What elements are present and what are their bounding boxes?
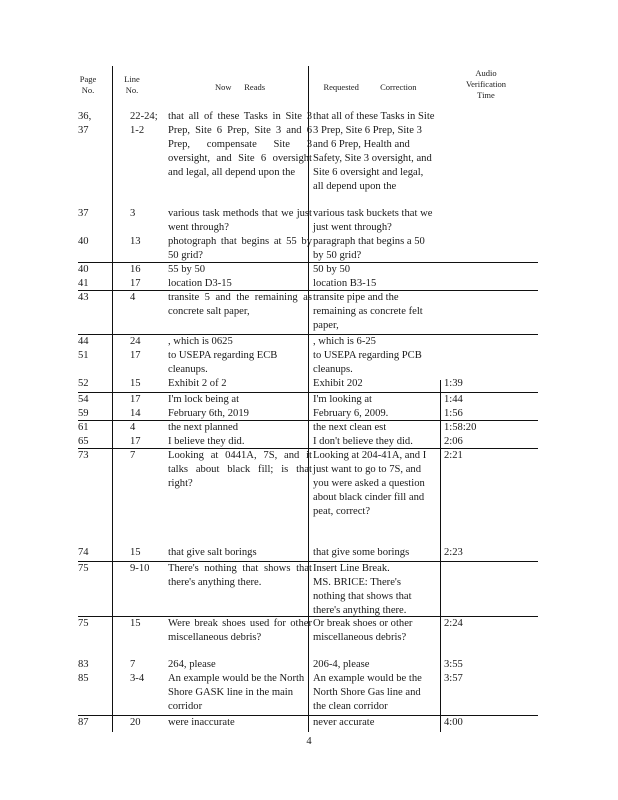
cell-audio-time: 1:39 <box>444 378 463 389</box>
cell-audio-time: 2:24 <box>444 618 463 629</box>
cell-line: 17 14 <box>130 394 141 419</box>
cell-page: 61 65 <box>78 422 89 447</box>
cell-now-reads: Exhibit 2 of 2 <box>168 378 227 389</box>
cell-now-reads: There's nothing that shows that there's anything there. <box>168 563 312 588</box>
cell-line: 15 <box>130 618 141 629</box>
cell-now-reads: Looking at 0441A, 7S, and it talks about black fill; is that right? <box>168 450 312 489</box>
cell-page: 40 <box>78 236 89 247</box>
cell-now-reads: various task methods that we just went through? <box>168 208 312 233</box>
header-now-reads: Now Reads <box>214 82 266 92</box>
cell-requested-correction: various task buckets that we just went through? <box>313 208 433 233</box>
cell-audio-time: 1:58:20 2:06 <box>444 422 477 447</box>
cell-line: 16 17 <box>130 264 141 289</box>
cell-line: 7 <box>130 450 136 461</box>
cell-page: 73 <box>78 450 89 461</box>
cell-now-reads: 55 by 50 location D3-15 <box>168 264 232 289</box>
cell-page: 87 <box>78 717 89 728</box>
cell-now-reads: that give salt borings <box>168 547 257 558</box>
cell-line: 22-24; 1-2 <box>130 111 158 136</box>
cell-page: 37 <box>78 208 89 219</box>
cell-now-reads: transite 5 and the remaining as concrete salt paper, <box>168 292 312 317</box>
cell-requested-correction: 206-4, please An example would be the North Shore Gas line and the clean corridor <box>313 659 422 712</box>
cell-requested-correction: that give some borings <box>313 547 410 558</box>
cell-now-reads: were inaccurate <box>168 717 235 728</box>
cell-now-reads: that all of these Tasks in Site 3 Prep, Site 6 Prep, Site 3 and 6 Prep, compensate Site 3 oversight, and Site 6 oversight and legal, all depend upon the <box>168 111 312 178</box>
cell-requested-correction: never accurate <box>313 717 375 728</box>
cell-audio-time: 2:23 <box>444 547 463 558</box>
cell-requested-correction: 50 by 50 location B3-15 <box>313 264 377 289</box>
cell-page: 36, 37 <box>78 111 92 136</box>
cell-audio-time: 3:55 3:57 <box>444 659 463 684</box>
cell-page: 40 41 <box>78 264 89 289</box>
cell-line: 7 3-4 <box>130 659 145 684</box>
cell-requested-correction: , which is 6-25 to USEPA regarding PCB cleanups. <box>313 336 422 375</box>
cell-now-reads: , which is 0625 to USEPA regarding ECB cleanups. <box>168 336 278 375</box>
cell-page: 75 <box>78 563 89 574</box>
cell-audio-time: 4:00 <box>444 717 463 728</box>
cell-line: 15 <box>130 547 141 558</box>
cell-now-reads: the next planned I believe they did. <box>168 422 245 447</box>
cell-page: 43 <box>78 292 89 303</box>
header-line-no: Line No. <box>124 74 140 95</box>
cell-page: 74 <box>78 547 89 558</box>
cell-now-reads: I'm lock being at February 6th, 2019 <box>168 394 249 419</box>
cell-now-reads: photograph that begins at 55 by 50 grid? <box>168 236 312 261</box>
cell-line: 15 <box>130 378 141 389</box>
cell-page: 83 85 <box>78 659 89 684</box>
cell-line: 13 <box>130 236 141 247</box>
cell-line: 9-10 <box>130 563 150 574</box>
header-audio-verification-time: Audio Verification Time <box>465 68 507 100</box>
cell-requested-correction: the next clean est I don't believe they did. <box>313 422 413 447</box>
cell-page: 44 51 <box>78 336 89 361</box>
cell-requested-correction: Insert Line Break. MS. BRICE: There's nothing that shows that there's anything there. <box>313 563 412 616</box>
header-requested-correction: Requested Correction <box>323 82 417 92</box>
cell-audio-time: 2:21 <box>444 450 463 461</box>
cell-line: 20 <box>130 717 141 728</box>
cell-now-reads: 264, please An example would be the North Shore GASK line in the main corridor <box>168 659 305 712</box>
page-number: 4 <box>306 736 312 747</box>
cell-line: 24 17 <box>130 336 141 361</box>
header-page-no: Page No. <box>79 74 97 95</box>
cell-line: 3 <box>130 208 136 219</box>
cell-line: 4 17 <box>130 422 141 447</box>
cell-now-reads: Were break shoes used for other miscellaneous debris? <box>168 618 312 643</box>
cell-requested-correction: paragraph that begins a 50 by 50 grid? <box>313 236 425 261</box>
cell-page: 54 59 <box>78 394 89 419</box>
cell-audio-time: 1:44 1:56 <box>444 394 463 419</box>
column-divider-requested-time <box>440 380 441 732</box>
cell-page: 75 <box>78 618 89 629</box>
cell-requested-correction: Exhibit 202 <box>313 378 363 389</box>
cell-line: 4 <box>130 292 136 303</box>
cell-requested-correction: Or break shoes or other miscellaneous debris? <box>313 618 413 643</box>
cell-requested-correction: that all of these Tasks in Site 3 Prep, Site 6 Prep, Site 3 and 6 Prep, Health and Safety, Site 3 oversight, and Site 6 oversight and legal, all depend upon the <box>313 111 435 192</box>
cell-requested-correction: Looking at 204-41A, and I just want to go to 7S, and you were asked a question about black cinder fill and peat, correct? <box>313 450 427 517</box>
cell-requested-correction: I'm looking at February 6, 2009. <box>313 394 389 419</box>
cell-requested-correction: transite pipe and the remaining as concrete felt paper, <box>313 292 423 331</box>
cell-page: 52 <box>78 378 89 389</box>
